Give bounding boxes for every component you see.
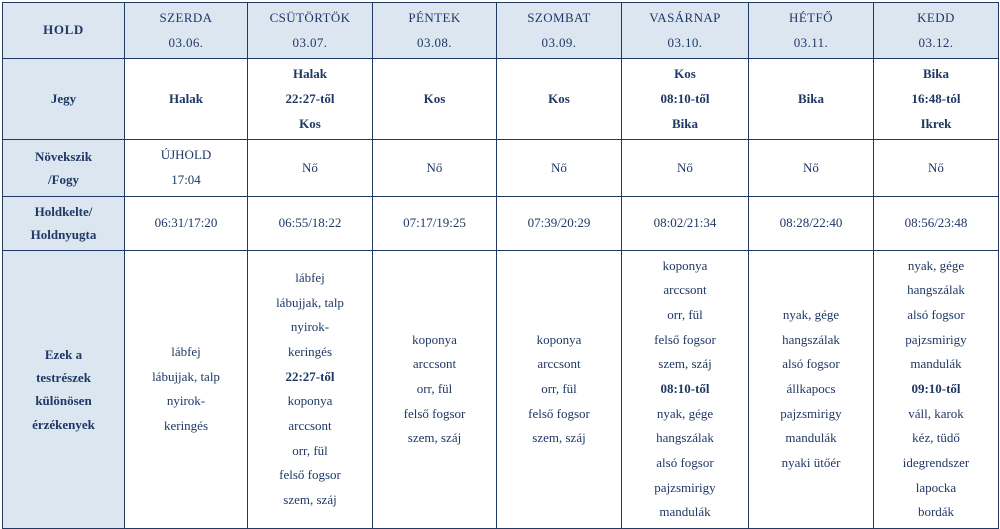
- cell-testreszek-day-0-line-0: lábfej: [171, 344, 201, 359]
- cell-testreszek-day-4-line-6: nyak, gége: [656, 405, 714, 421]
- cell-testreszek-day-5-line-2: alsó fogsor: [782, 356, 840, 372]
- cell-testreszek-day-3-line-3: felső fogsor: [528, 405, 590, 421]
- header-day-2: [373, 3, 497, 59]
- cell-testreszek-day-4-line-2: orr, fül: [667, 306, 703, 322]
- cell-testreszek-day-1-line-0: lábfej: [295, 269, 325, 285]
- cell-testreszek-day-5-line-5: mandulák: [785, 430, 837, 446]
- cell-jegy-day-4-line-2: Bika: [671, 115, 698, 131]
- cell-testreszek-day-6-line-8: idegrendszer: [902, 455, 970, 471]
- row-label-testreszek-line-2: különösen: [35, 393, 92, 409]
- cell-testreszek-day-3-line-2: orr, fül: [541, 381, 577, 397]
- cell-testreszek-day-4-line-10: mandulák: [659, 504, 711, 520]
- cell-holdkelte-day-1: 06:55/18:22: [248, 196, 373, 250]
- cell-testreszek-day-4-line-8: alsó fogsor: [656, 455, 714, 471]
- cell-novekszik-day-4: Nő: [622, 140, 749, 196]
- cell-testreszek-day-1-line-9: szem, száj: [283, 492, 337, 508]
- cell-testreszek-day-6-line-0: nyak, gége: [907, 257, 965, 273]
- cell-testreszek-day-0: [125, 250, 248, 529]
- cell-testreszek-day-0-line-1: lábujjak, talp: [152, 368, 220, 384]
- cell-jegy-day-6-line-0: Bika: [922, 66, 949, 82]
- header-day-5-name: HÉTFŐ: [789, 10, 833, 25]
- header-corner-hold: HOLD: [3, 3, 125, 59]
- cell-testreszek-day-5-line-1: hangszálak: [782, 331, 840, 347]
- cell-testreszek-day-6-line-3: pajzsmirigy: [905, 331, 967, 347]
- cell-testreszek-day-6-line-9: lapocka: [915, 479, 957, 495]
- row-label-holdkelte-line-1: Holdnyugta: [30, 227, 97, 243]
- cell-testreszek-day-3-line-1: arccsont: [537, 356, 581, 372]
- header-day-3: [497, 3, 622, 59]
- header-day-6-name: KEDD: [917, 10, 955, 25]
- cell-holdkelte-day-2: 07:17/19:25: [373, 196, 497, 250]
- cell-testreszek-day-6-line-7: kéz, tüdő: [912, 430, 960, 446]
- cell-novekszik-day-0: [125, 140, 248, 196]
- cell-testreszek-day-1-line-5: koponya: [287, 393, 333, 409]
- cell-testreszek-day-3-line-4: szem, száj: [532, 430, 586, 446]
- cell-holdkelte-day-5: 08:28/22:40: [749, 196, 874, 250]
- cell-jegy-day-4: [622, 59, 749, 140]
- header-day-0: [125, 3, 248, 59]
- cell-jegy-day-6: [874, 59, 999, 140]
- header-day-5-date: 03.11.: [793, 34, 829, 50]
- header-day-5: [749, 3, 874, 59]
- cell-holdkelte-day-6: 08:56/23:48: [874, 196, 999, 250]
- cell-jegy-day-1: [248, 59, 373, 140]
- header-day-4: [622, 3, 749, 59]
- cell-testreszek-day-1-line-1: lábujjak, talp: [276, 294, 344, 310]
- cell-testreszek-day-2-line-4: szem, száj: [407, 430, 462, 446]
- cell-testreszek-day-4-line-5: 08:10-től: [660, 381, 710, 397]
- cell-testreszek-day-2: [373, 250, 497, 529]
- header-day-0-name: SZERDA: [159, 10, 213, 25]
- cell-jegy-day-1-line-1: 22:27-től: [285, 91, 335, 107]
- cell-holdkelte-day-3: 07:39/20:29: [497, 196, 622, 250]
- cell-jegy-day-4-line-0: Kos: [674, 66, 696, 82]
- cell-testreszek-day-4-line-0: koponya: [662, 257, 708, 273]
- row-label-testreszek-line-0: Ezek a: [44, 346, 83, 362]
- table-row-testreszek: [3, 250, 999, 529]
- row-label-testreszek-line-3: érzékenyek: [32, 416, 95, 432]
- header-day-4-name: VASÁRNAP: [649, 10, 721, 25]
- cell-testreszek-day-1-line-8: felső fogsor: [279, 467, 341, 483]
- cell-testreszek-day-1: [248, 250, 373, 529]
- cell-testreszek-day-6-line-10: bordák: [917, 504, 955, 520]
- cell-testreszek-day-4-line-4: szem, száj: [658, 356, 712, 372]
- cell-testreszek-day-5-line-4: pajzsmirigy: [780, 405, 842, 421]
- cell-holdkelte-day-0: 06:31/17:20: [125, 196, 248, 250]
- cell-testreszek-day-5-line-6: nyaki ütőér: [781, 455, 841, 471]
- cell-jegy-day-0-line-0: Halak: [169, 91, 203, 107]
- cell-novekszik-day-6: Nő: [874, 140, 999, 196]
- cell-testreszek-day-1-line-7: orr, fül: [292, 442, 328, 458]
- cell-jegy-day-2-line-0: Kos: [423, 91, 446, 107]
- table-row-novekszik-fogy: [3, 140, 999, 196]
- cell-testreszek-day-3-line-0: koponya: [536, 331, 582, 347]
- header-day-3-name: SZOMBAT: [527, 10, 591, 25]
- cell-testreszek-day-5-line-0: nyak, gége: [782, 306, 840, 322]
- moon-calendar-table: [2, 2, 999, 529]
- cell-testreszek-day-1-line-2: nyirok-: [290, 319, 330, 335]
- cell-jegy-day-1-line-0: Halak: [293, 66, 327, 82]
- cell-novekszik-day-2: Nő: [373, 140, 497, 196]
- cell-novekszik-day-5: Nő: [749, 140, 874, 196]
- cell-testreszek-day-5-line-3: állkapocs: [786, 381, 836, 397]
- cell-jegy-day-5: [749, 59, 874, 140]
- cell-testreszek-day-0-line-3: keringés: [163, 418, 209, 434]
- cell-jegy-day-5-line-0: Bika: [797, 91, 824, 107]
- header-day-2-name: PÉNTEK: [408, 10, 461, 25]
- header-day-3-date: 03.09.: [541, 34, 577, 50]
- cell-novekszik-day-3: Nő: [497, 140, 622, 196]
- cell-novekszik-day-0-line-0: ÚJHOLD: [160, 147, 212, 163]
- header-day-6: [874, 3, 999, 59]
- cell-jegy-day-3-line-0: Kos: [548, 91, 570, 107]
- header-day-1-name: CSÜTÖRTÖK: [269, 10, 351, 25]
- cell-testreszek-day-1-line-4: 22:27-től: [285, 368, 335, 384]
- row-label-testreszek: [3, 250, 125, 529]
- cell-testreszek-day-6-line-1: hangszálak: [907, 282, 965, 298]
- cell-testreszek-day-2-line-3: felső fogsor: [403, 405, 466, 421]
- cell-testreszek-day-2-line-0: koponya: [412, 331, 457, 347]
- header-day-4-date: 03.10.: [667, 34, 703, 50]
- cell-novekszik-day-0-line-1: 17:04: [171, 172, 201, 188]
- header-day-6-date: 03.12.: [918, 34, 954, 50]
- row-label-novekszik-line-1: /Fogy: [47, 172, 80, 188]
- header-day-1-date: 03.07.: [292, 34, 328, 50]
- cell-testreszek-day-2-line-1: arccsont: [412, 356, 457, 372]
- cell-novekszik-day-1: Nő: [248, 140, 373, 196]
- cell-testreszek-day-0-line-2: nyirok-: [166, 393, 206, 409]
- cell-holdkelte-day-4: 08:02/21:34: [622, 196, 749, 250]
- cell-jegy-day-3: [497, 59, 622, 140]
- header-day-0-date: 03.06.: [168, 34, 204, 50]
- cell-jegy-day-4-line-1: 08:10-től: [660, 91, 710, 107]
- cell-jegy-day-6-line-1: 16:48-tól: [911, 91, 961, 107]
- cell-testreszek-day-4-line-9: pajzsmirigy: [654, 479, 716, 495]
- table-header-row: [3, 3, 999, 59]
- table-row-holdkelte-holdnyugta: [3, 196, 999, 250]
- cell-testreszek-day-1-line-3: keringés: [287, 344, 333, 359]
- cell-testreszek-day-6-line-6: váll, karok: [908, 405, 964, 421]
- row-label-jegy: [3, 59, 125, 140]
- cell-testreszek-day-4: [622, 250, 749, 529]
- cell-testreszek-day-6-line-5: 09:10-től: [911, 381, 961, 397]
- row-label-novekszik-fogy: [3, 140, 125, 196]
- row-label-novekszik-line-0: Növekszik: [34, 148, 93, 164]
- cell-testreszek-day-6-line-4: mandulák: [910, 356, 962, 372]
- row-label-holdkelte-line-0: Holdkelte/: [34, 203, 93, 219]
- cell-jegy-day-1-line-2: Kos: [299, 115, 321, 131]
- table-row-jegy: [3, 59, 999, 140]
- cell-jegy-day-6-line-2: Ikrek: [920, 115, 952, 131]
- cell-jegy-day-0: [125, 59, 248, 140]
- cell-testreszek-day-5: [749, 250, 874, 529]
- cell-testreszek-day-4-line-3: felső fogsor: [654, 331, 716, 347]
- cell-testreszek-day-6-line-2: alsó fogsor: [907, 306, 965, 322]
- cell-testreszek-day-3: [497, 250, 622, 529]
- row-label-jegy-line-0: Jegy: [50, 91, 77, 107]
- row-label-holdkelte-holdnyugta: [3, 196, 125, 250]
- row-label-testreszek-line-1: testrészek: [36, 369, 91, 385]
- header-day-1: [248, 3, 373, 59]
- cell-testreszek-day-4-line-7: hangszálak: [656, 430, 714, 446]
- cell-testreszek-day-6: [874, 250, 999, 529]
- cell-testreszek-day-1-line-6: arccsont: [288, 418, 332, 434]
- header-day-2-date: 03.08.: [417, 34, 452, 50]
- cell-testreszek-day-2-line-2: orr, fül: [416, 381, 453, 397]
- cell-jegy-day-2: [373, 59, 497, 140]
- cell-testreszek-day-4-line-1: arccsont: [663, 282, 707, 298]
